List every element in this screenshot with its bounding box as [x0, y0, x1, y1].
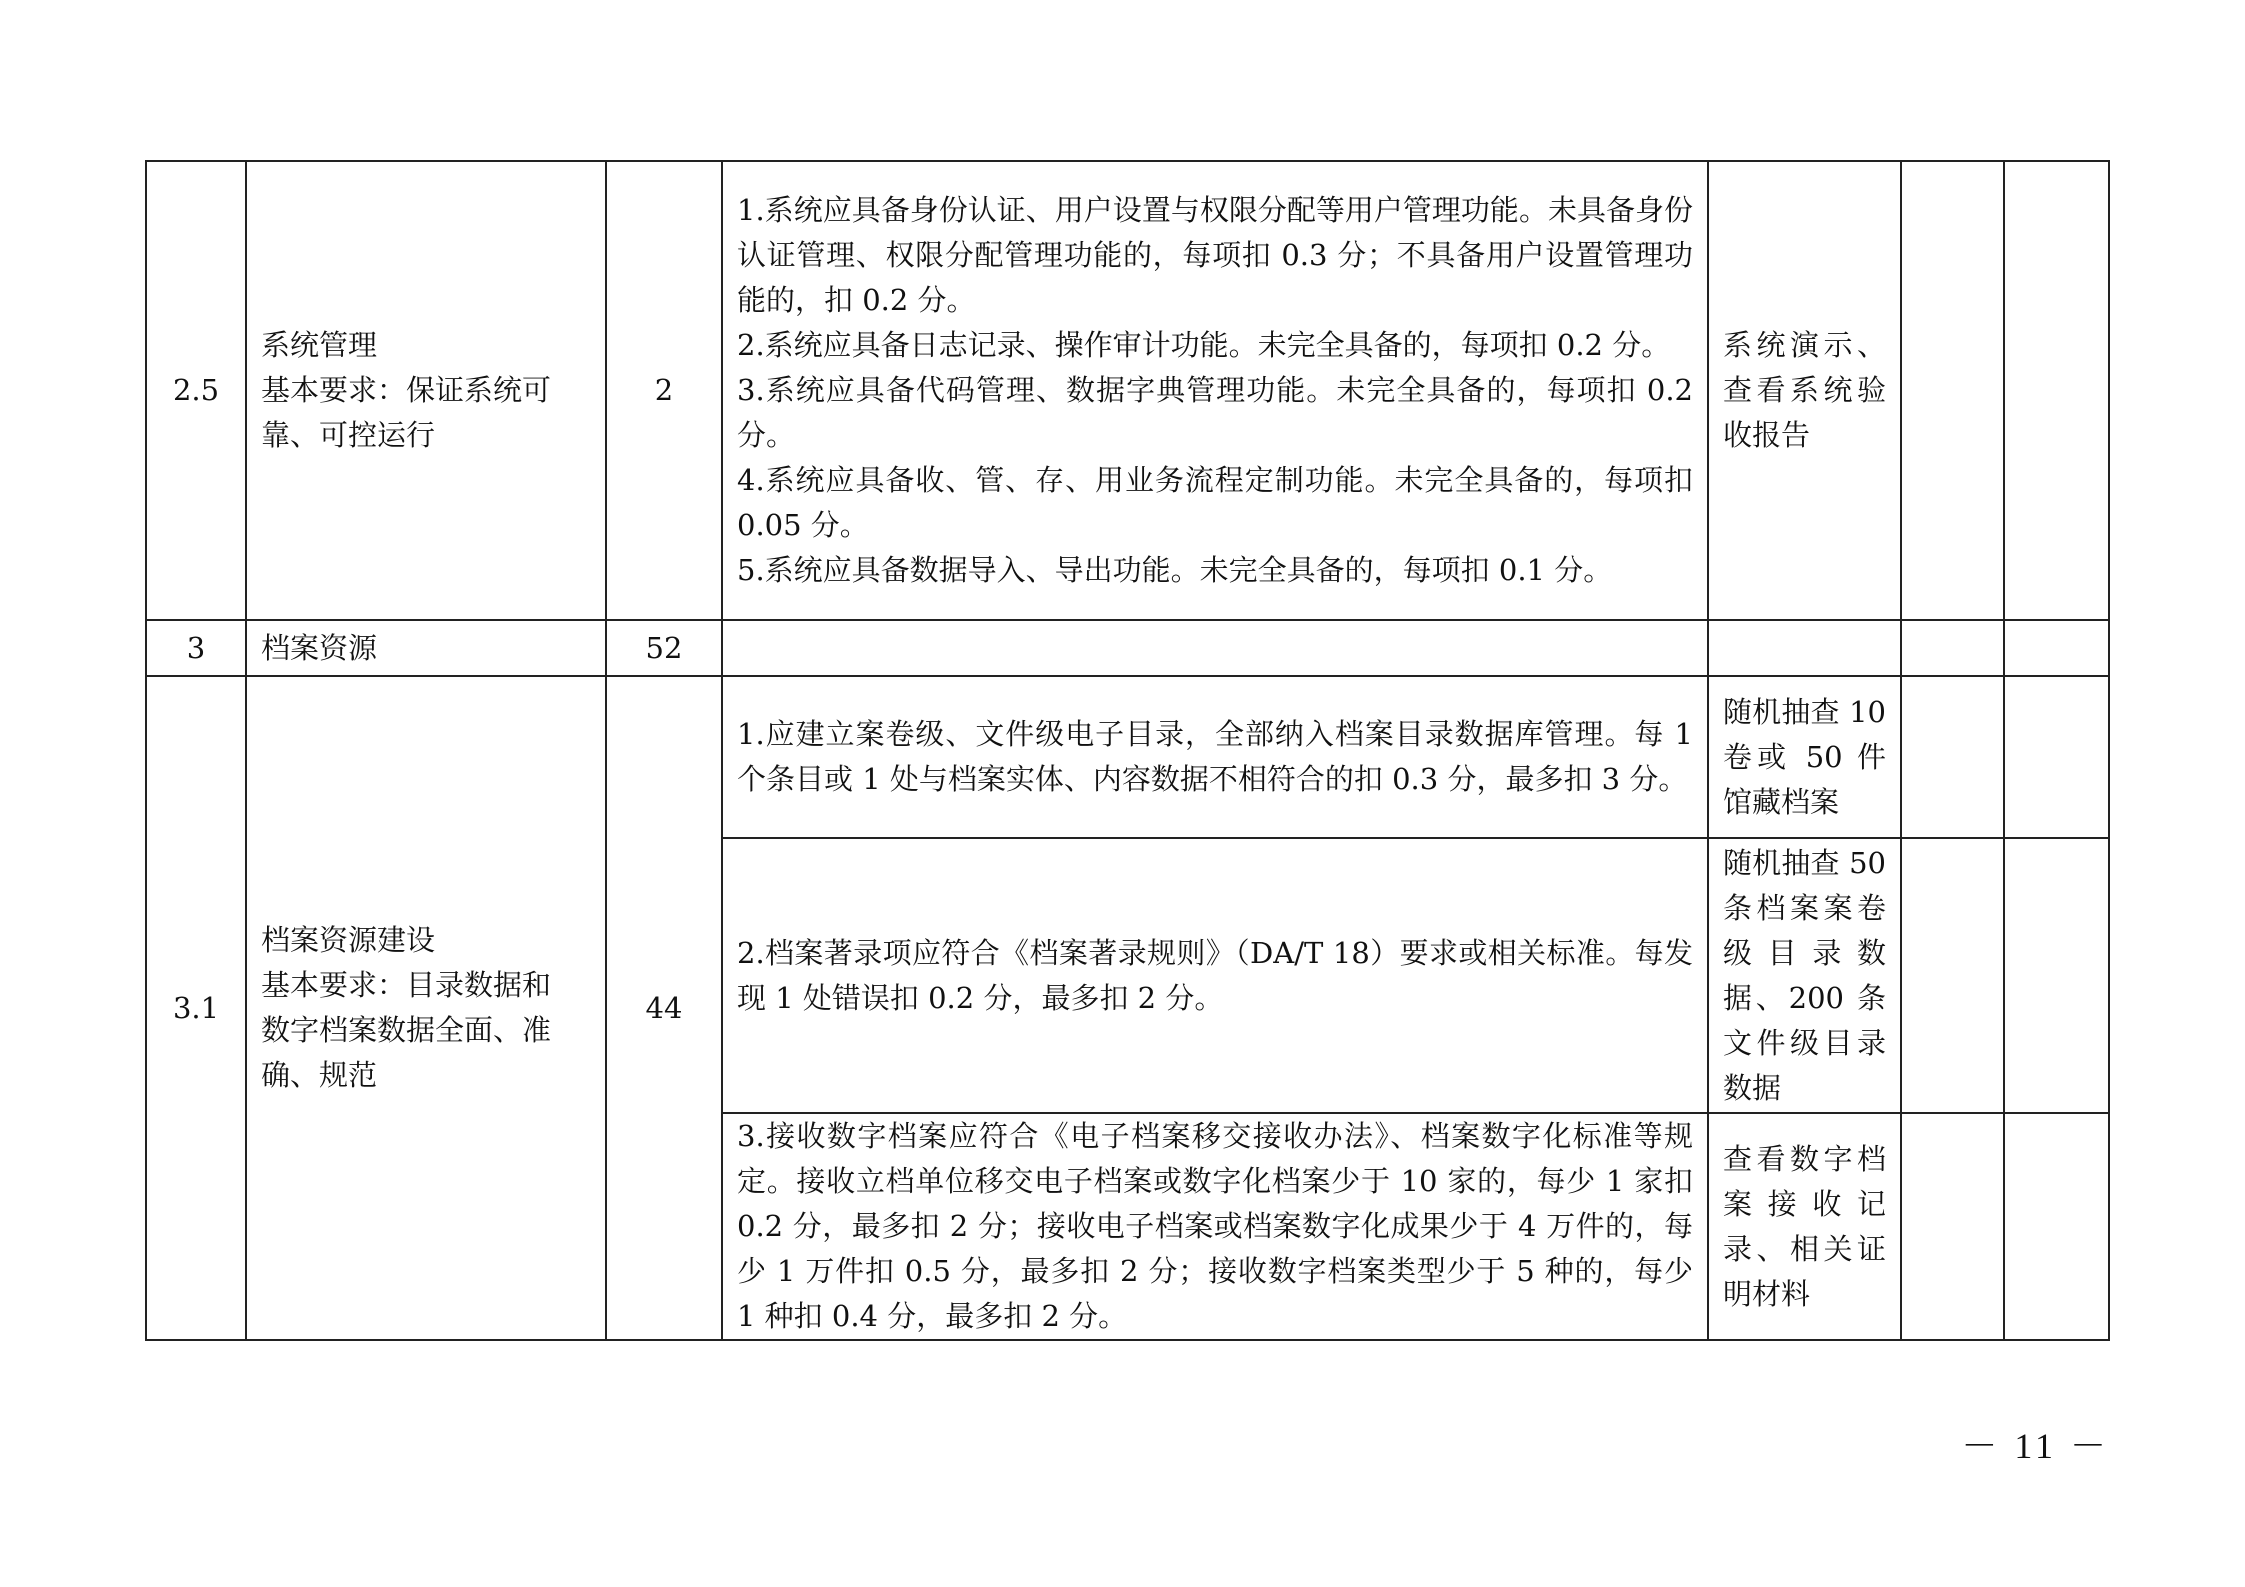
rule-cell	[722, 161, 1708, 620]
blank-cell	[1901, 620, 2004, 676]
table-row	[146, 161, 2109, 620]
score-cell: 44	[606, 676, 722, 1340]
method-cell: 查看数字档案接收记录、相关证明材料	[1708, 1113, 1901, 1340]
rule-cell: 3.接收数字档案应符合《电子档案移交接收办法》、档案数字化标准等规定。接收立档单位移交电子档案或数字化档案少于 10 家的，每少 1 家扣 0.2 分，最多扣 2 分；接收电子档案或档案数字化成果少于 4 万件的，每少 1 万件扣 0.5 分，最多扣 2 分；接收数字档案类型少于 5 种的，每少 1 种扣 0.4 分，最多扣 2 分。	[722, 1113, 1708, 1340]
item-line: 档案资源	[261, 630, 378, 665]
blank-cell	[1901, 838, 2004, 1113]
blank-cell	[2004, 676, 2109, 838]
blank-cell	[1901, 1113, 2004, 1340]
row-number: 3	[146, 620, 246, 676]
method-cell	[1708, 620, 1901, 676]
rule-line: 1.系统应具备身份认证、用户设置与权限分配等用户管理功能。未具备身份认证管理、权限分配管理功能的，每项扣 0.3 分；不具备用户设置管理功能的，扣 0.2 分。	[737, 193, 1693, 317]
item-cell	[246, 676, 606, 1340]
rule-line: 4.系统应具备收、管、存、用业务流程定制功能。未完全具备的，每项扣 0.05 分。	[737, 463, 1693, 542]
table-row	[146, 620, 2109, 676]
score-cell: 52	[606, 620, 722, 676]
item-line: 靠、可控运行	[261, 418, 436, 452]
item-line: 基本要求：保证系统可	[261, 373, 552, 407]
item-line: 档案资源建设	[261, 923, 436, 957]
rule-line: 5.系统应具备数据导入、导出功能。未完全具备的，每项扣 0.1 分。	[737, 553, 1613, 587]
method-cell: 随机抽查 10 卷或 50 件馆藏档案	[1708, 676, 1901, 838]
rule-cell: 2.档案著录项应符合《档案著录规则》（DA/T 18）要求或相关标准。每发现 1 处错误扣 0.2 分，最多扣 2 分。	[722, 838, 1708, 1113]
rule-cell	[722, 620, 1708, 676]
item-line: 系统管理	[261, 328, 378, 362]
assessment-table	[145, 160, 2110, 1341]
blank-cell	[2004, 1113, 2109, 1340]
item-line: 确、规范	[261, 1058, 378, 1092]
rule-line: 2.系统应具备日志记录、操作审计功能。未完全具备的，每项扣 0.2 分。	[737, 328, 1671, 362]
method-cell: 系统演示、查看系统验收报告	[1708, 161, 1901, 620]
item-line: 基本要求：目录数据和	[261, 968, 552, 1002]
item-line: 数字档案数据全面、准	[261, 1013, 552, 1047]
blank-cell	[2004, 161, 2109, 620]
table-row	[146, 676, 2109, 838]
blank-cell	[2004, 620, 2109, 676]
page-number: － 11 －	[1961, 1426, 2110, 1466]
blank-cell	[2004, 838, 2109, 1113]
score-cell: 2	[606, 161, 722, 620]
item-cell	[246, 161, 606, 620]
method-cell: 随机抽查 50 条档案案卷级目录数据、200 条文件级目录数据	[1708, 838, 1901, 1113]
row-number: 2.5	[146, 161, 246, 620]
row-number: 3.1	[146, 676, 246, 1340]
blank-cell	[1901, 161, 2004, 620]
item-cell	[246, 620, 606, 676]
rule-line: 3.系统应具备代码管理、数据字典管理功能。未完全具备的，每项扣 0.2 分。	[737, 373, 1693, 452]
blank-cell	[1901, 676, 2004, 838]
rule-cell: 1.应建立案卷级、文件级电子目录，全部纳入档案目录数据库管理。每 1 个条目或 1 处与档案实体、内容数据不相符合的扣 0.3 分，最多扣 3 分。	[722, 676, 1708, 838]
